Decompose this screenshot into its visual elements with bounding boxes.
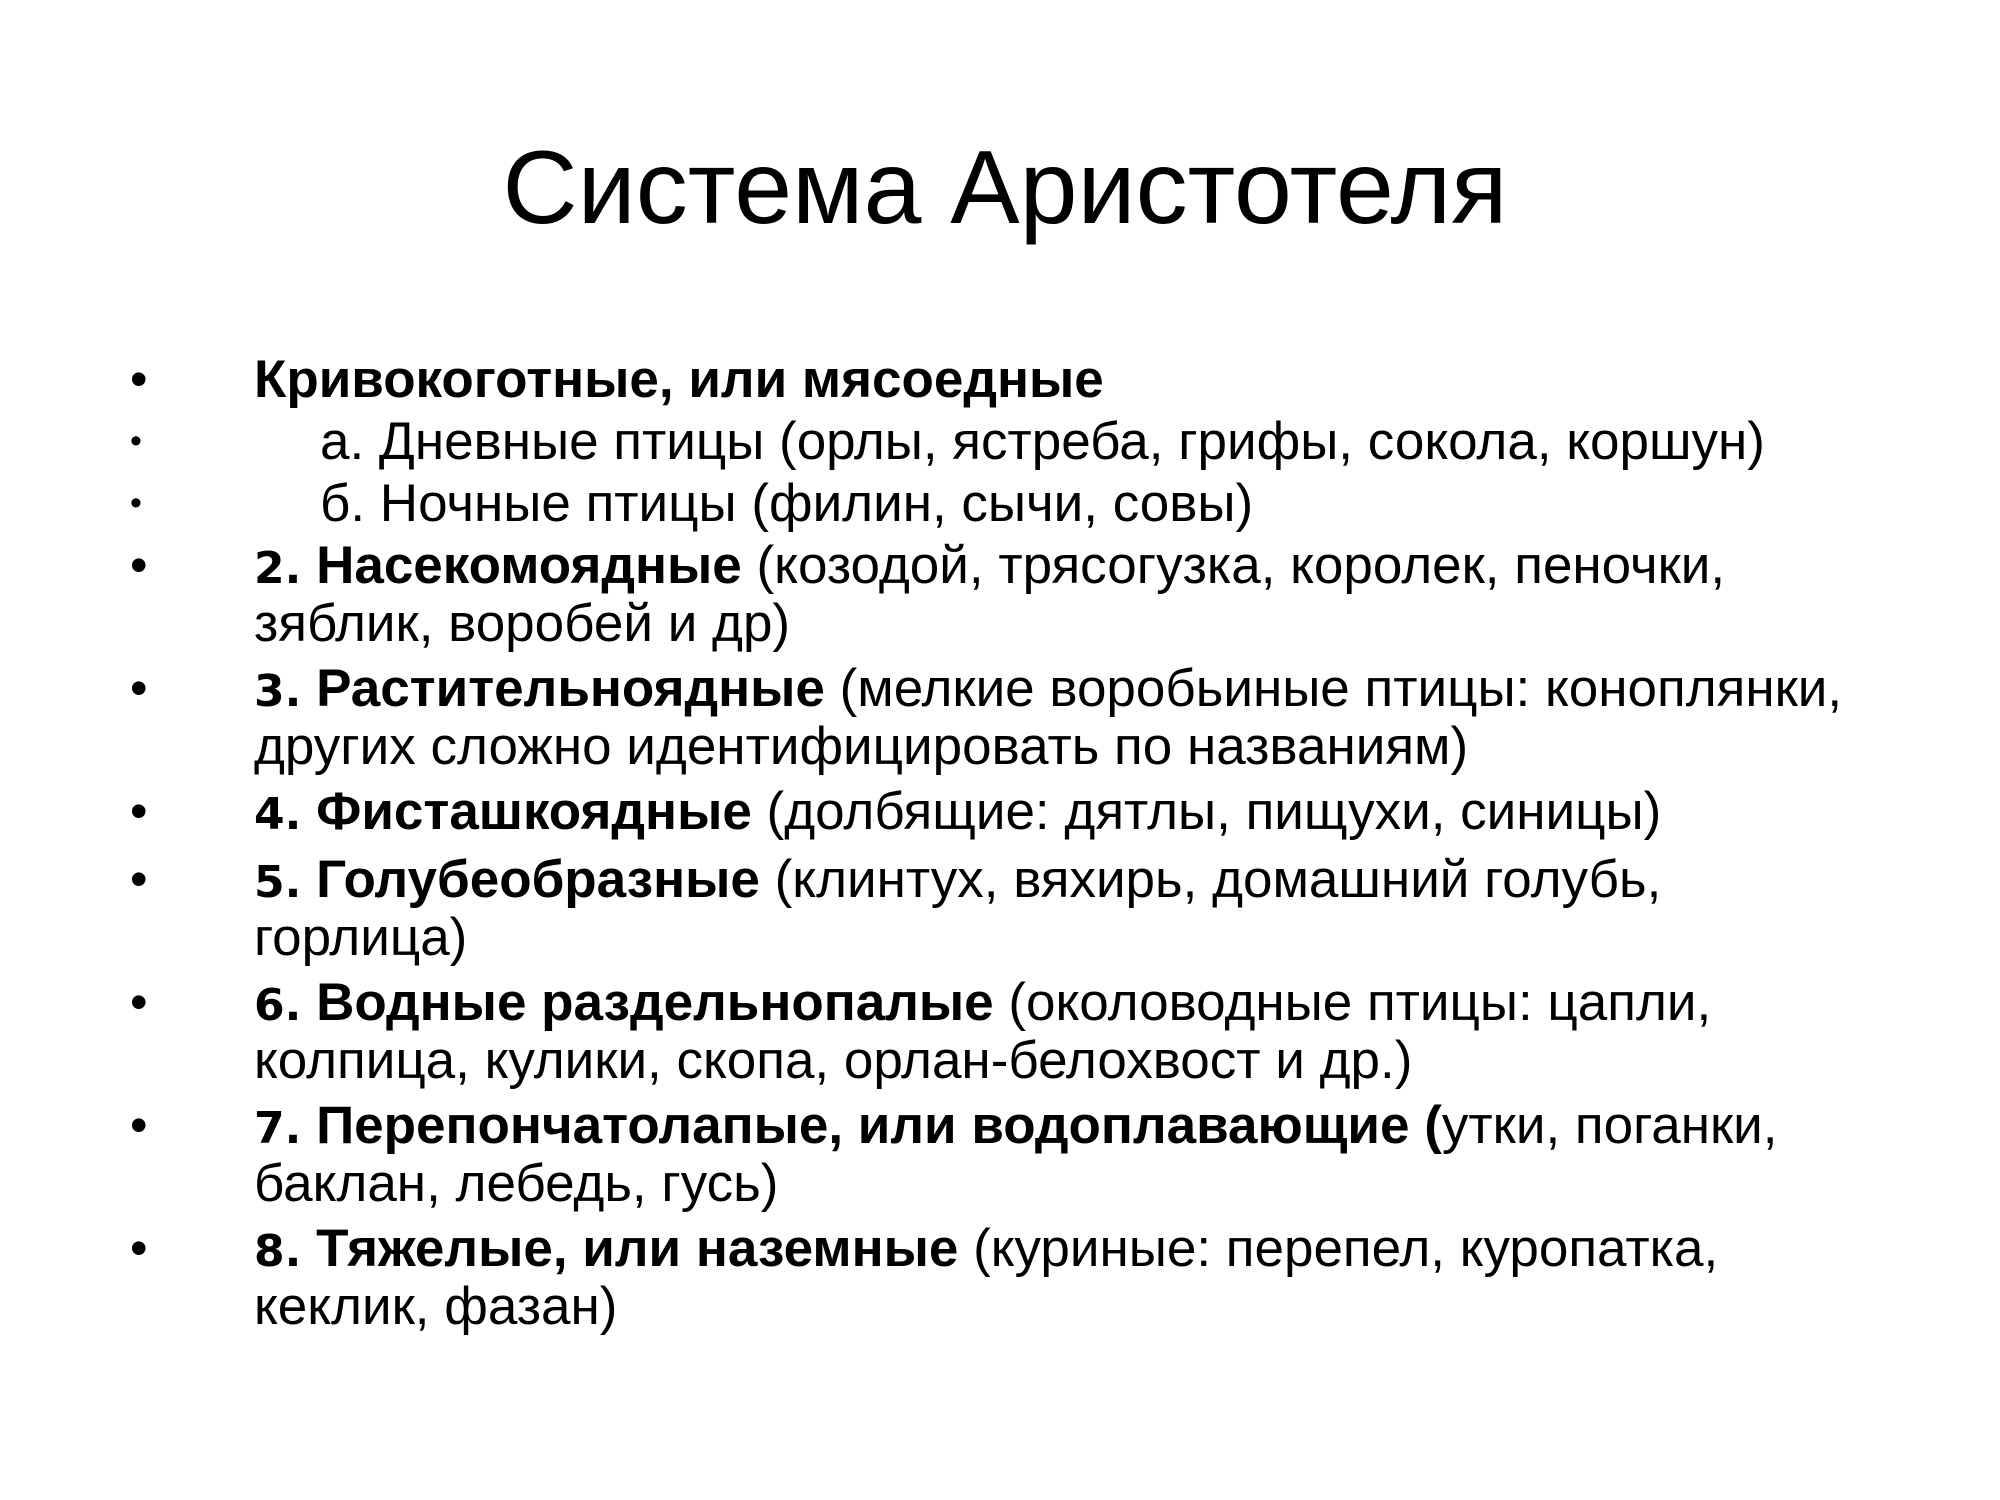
- bullet-list: [0, 352, 2000, 1344]
- item-description: (долбящие: дятлы, пищухи, синицы): [766, 782, 1662, 841]
- bullet-icon: •: [130, 422, 142, 460]
- list-item: [0, 1221, 2000, 1334]
- list-item: [0, 975, 2000, 1088]
- item-heading: Водные раздельнопалые: [316, 973, 994, 1032]
- item-description: (куриные: перепел, куропатка, кеклик, фазан): [254, 1219, 1719, 1336]
- bullet-icon: •: [130, 1220, 148, 1276]
- item-heading: Голубеобразные: [316, 850, 760, 909]
- bullet-icon: •: [130, 974, 148, 1030]
- item-number: 5.: [254, 857, 302, 908]
- item-description: (козодой, трясогузка, королек, пеночки, зяблик, воробей и др): [254, 536, 1726, 653]
- item-description: б. Ночные птицы (филин, сычи, совы): [320, 474, 1254, 533]
- list-item: [0, 784, 2000, 842]
- list-item: [0, 1098, 2000, 1211]
- item-heading: Фисташкоядные: [316, 782, 752, 841]
- list-item: [0, 352, 2000, 407]
- item-number: 6.: [254, 980, 302, 1031]
- item-number: 2.: [254, 543, 302, 594]
- item-number: 3.: [254, 666, 302, 717]
- bullet-icon: •: [130, 537, 148, 593]
- item-description: утки, поганки, баклан, лебедь, гусь): [254, 1096, 1778, 1213]
- bullet-icon: •: [130, 1097, 148, 1153]
- item-number: 7.: [254, 1103, 302, 1154]
- item-heading: Перепончатолапые, или водоплавающие (: [316, 1096, 1442, 1155]
- list-item: [0, 476, 2000, 531]
- slide-title: Система Аристотеля: [502, 130, 1508, 246]
- item-number: 8.: [254, 1226, 302, 1277]
- item-number: 4.: [254, 789, 302, 840]
- bullet-icon: •: [130, 660, 148, 716]
- list-item: [0, 414, 2000, 469]
- bullet-icon: •: [130, 351, 148, 407]
- list-item: [0, 852, 2000, 965]
- bullet-icon: •: [130, 484, 142, 522]
- item-description: (клинтух, вяхирь, домашний голубь, горлица): [254, 850, 1662, 967]
- item-heading: Растительноядные: [316, 659, 825, 718]
- item-description: (мелкие воробьиные птицы: коноплянки, других сложно идентифицировать по названиям): [254, 659, 1843, 776]
- bullet-icon: •: [130, 851, 148, 907]
- list-item: [0, 538, 2000, 651]
- item-description: а. Дневные птицы (орлы, ястреба, грифы, сокола, коршун): [320, 412, 1765, 471]
- item-description: (околоводные птицы: цапли, колпица, кулики, скопа, орлан-белохвост и др.): [254, 973, 1712, 1090]
- list-item: [0, 661, 2000, 774]
- bullet-icon: •: [130, 783, 148, 839]
- item-heading: Кривокоготные, или мясоедные: [254, 350, 1104, 409]
- item-heading: Насекомоядные: [316, 536, 742, 595]
- item-heading: Тяжелые, или наземные: [316, 1219, 959, 1278]
